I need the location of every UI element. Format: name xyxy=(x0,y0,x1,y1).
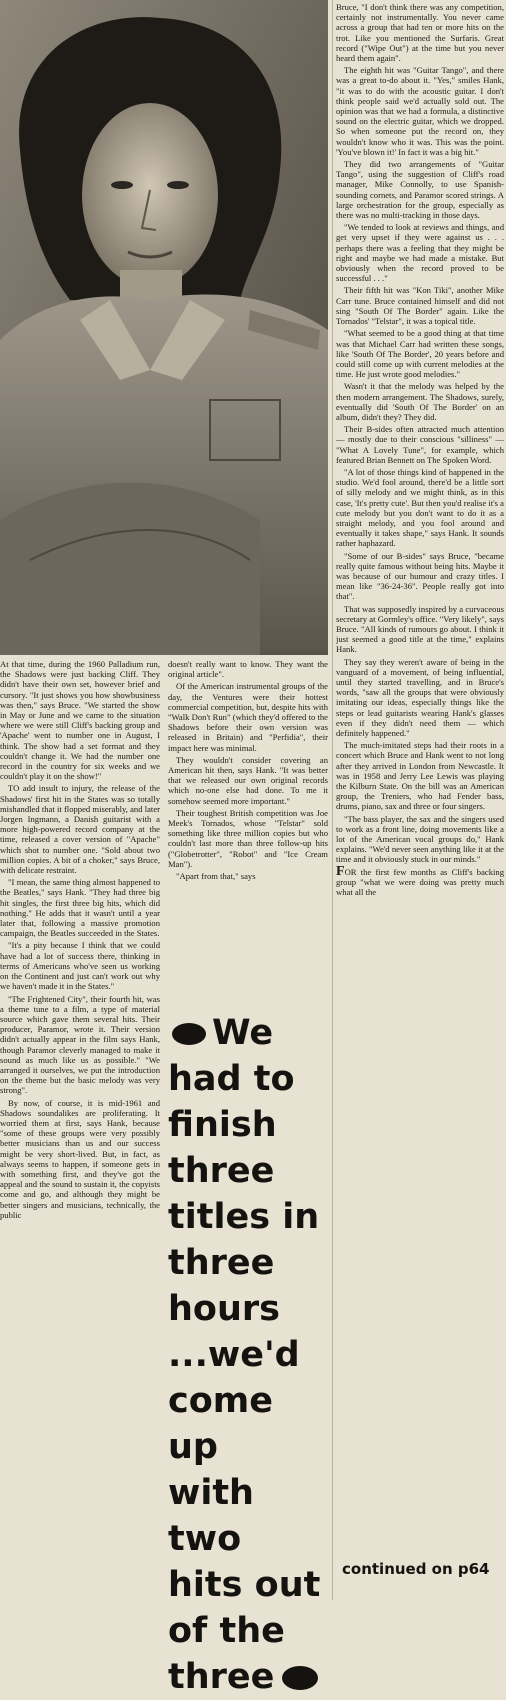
column-rule xyxy=(332,0,333,1600)
pull-quote-line: three xyxy=(168,1657,275,1697)
article-column-3 xyxy=(336,2,504,1512)
pull-quote-line: had to xyxy=(168,1059,295,1099)
paragraph: TO add insult to injury, the release of the Shadows' first hit in the States was so totally mishandled that it flopped miserably, and later Jorgen Ingmann, a Danish guitarist with a more high-powered record company at the time, released a cover version of "Apache" which shot to number one. "Sold about two million copies. A bit of a choker," says Bruce, with delicate restraint. xyxy=(0,783,160,876)
paragraph: "We tended to look at reviews and things, and get very upset if they were against us . . . perhaps there was a feeling that they might be right and maybe we had made a mistake. But obviously when the record proved to be successful . . ." xyxy=(336,222,504,284)
paragraph: "It's a pity because I think that we could have had a lot of success there, thinking in terms of Americans who've seen us working on the Continent and just can't work out why we haven't made it in the States." xyxy=(0,940,160,992)
article-column-2 xyxy=(168,659,328,1009)
paragraph: "The bass player, the sax and the singers used to work as a front line, doing movements like a lot of the American vocal groups do," Hank explains. "We'd never seen anything like it at the time and it obviously stuck in our minds." xyxy=(336,813,504,865)
pull-quote-line: ...we'd xyxy=(168,1335,300,1375)
paragraph: "Apart from that," says xyxy=(176,871,256,882)
pull-quote-line: three xyxy=(168,1243,275,1283)
paragraph: Of the American instrumental groups of the day, the Ventures were their hottest commercial competition, but, despite hits with "Walk Don't Run" (which they'd offered to the Shadows before their own version was released in Britain) and "Perfidia", their impact here was minimal. xyxy=(168,681,328,753)
paragraph: Wasn't it that the melody was helped by the then modern arrangement. The Shadows, surely, eventually did 'South Of The Border' on an album, didn't they? They did. xyxy=(336,381,504,422)
article-column-1 xyxy=(0,659,160,1600)
paragraph: doesn't really want to know. They want the original article". xyxy=(168,659,328,680)
paragraph: "What seemed to be a good thing at that time was that Michael Carr had written these songs, like 'South Of The Border', 20 years before and could still come up with current melodies at the time. He just wrote good melodies." xyxy=(336,328,504,380)
paragraph: They wouldn't consider covering an American hit then, says Hank. "It was better that we released our own original records which no-one else had done. To me it somehow seemed more important." xyxy=(168,754,328,806)
paragraph: They say they weren't aware of being in the vanguard of a movement, of being influential, until they started travelling, and in Bruce's words, "saw all the groups that were obviously imitating our ideas, especially things like the steps or lead guitarists wearing Hank's glasses even if they didn't need them — which definitely happened." xyxy=(336,656,504,739)
paragraph: At that time, during the 1960 Palladium run, the Shadows were just backing Cliff. They didn't have their own set, however brief and cursory. "It just shows you how showbusiness was then," says Bruce. "We started the show in May or June and we came to the situation where we were still Cliff's backing group and 'Apache' went to number one in August, I think. The show had a set format and they couldn't change it. We had the number one record in the country for six weeks and we couldn't play it on the show!" xyxy=(0,659,160,782)
pull-quote-line: of the xyxy=(168,1611,285,1651)
pull-quote-line: come up xyxy=(168,1381,273,1467)
paragraph: The much-imitated steps had their roots in a concert which Bruce and Hank went to not long after they arrived in London from Newcastle. It was in 1958 and Jerry Lee Lewis was playing the Kilburn State. On the bill was an American group, the Treniers, who had Fender bass, drums, piano, sax and three or four singers. xyxy=(336,740,504,812)
paragraph-with-dropcap xyxy=(336,863,504,898)
pull-quote-line: with two xyxy=(168,1473,254,1559)
pull-quote xyxy=(168,1010,330,1697)
pull-quote-line: finish xyxy=(168,1105,277,1145)
pull-quote-line: titles in xyxy=(168,1197,320,1237)
pull-quote-line: three xyxy=(168,1151,275,1191)
portrait-photo xyxy=(0,0,328,655)
paragraph: "A lot of those things kind of happened in the studio. We'd fool around, there'd be a little sort of silly melody and we might think, as in this case, 'It's pretty cute'. But then you'd realise it's a cute melody but you don't want to do it as a straight melody, and you fool around and eventually it takes shape," says Hank. It sounds rather haphazard. xyxy=(336,466,504,549)
paragraph: They did two arrangements of "Guitar Tango", using the suggestion of Cliff's road manager, Mike Connolly, to use Spanish-sounding cornets, and Paramor scored strings. A large orchestration for the group, especially as there was no multi-tracking in those days. xyxy=(336,159,504,221)
pull-quote-line: We xyxy=(212,1013,274,1053)
portrait-photo-image xyxy=(0,0,328,655)
paragraph: "I mean, the same thing almost happened to the Beatles," says Hank. "They had three big hit singles, the first three big hits, which did nothing." He adds that it wasn't until a year later that, following a massive promotion campaign, the Beatles succeeded in the States. xyxy=(0,877,160,939)
paragraph: That was supposedly inspired by a curvaceous secretary at Gormley's office. "Very likely", says Bruce. "All kinds of rumours go about. I think it just seemed a good title at the time," explains Hank. xyxy=(336,603,504,655)
bullet-icon xyxy=(172,1023,206,1045)
paragraph: By now, of course, it is mid-1961 and Shadows soundalikes are proliferating. It worried them at first, says Hank, because "some of these groups were very possibly better musicians than us and our success might be very short-lived. But, in fact, as always seems to happen, if someone gets in with something first, and they've got the appeal and the sound to sustain it, the copyists come and go, and although they might be better singers and musicians, technically, the public xyxy=(0,1097,160,1220)
bullet-icon xyxy=(282,1666,318,1690)
paragraph: Bruce, "I don't think there was any competition, certainly not instrumentally. You never came across a group that had ten or more hits on the trot. Like you mentioned the Surfaris. Great record ("Wipe Out") at the time but you never heard them again". xyxy=(336,2,504,64)
paragraph: "Some of our B-sides" says Bruce, "became really quite famous without being hits. Maybe it was because of our humour and crazy titles. I mean like "36-24-36". People really got into that". xyxy=(336,550,504,602)
pull-quote-line: hours xyxy=(168,1289,280,1329)
pull-quote-line: hits out xyxy=(168,1565,321,1605)
paragraph-text: OR the first few months as Cliff's backing group "what we were doing was pretty much what all the xyxy=(336,866,504,898)
continued-notice: continued on p64 xyxy=(342,1560,490,1578)
paragraph: "The Frightened City", their fourth hit, was a theme tune to a film, a type of material source which gave them several hits. Their producer, Paramor, wrote it. Their version didn't actually appear in the film says Hank, though Paramor cleverly managed to make it sound as much like us as possible." "We arranged it ourselves, we put the introduction on the theme but the basic melody was very strong". xyxy=(0,993,160,1096)
paragraph: Their toughest British competition was Joe Meek's Tornados, whose "Telstar" sold something like three million copies but who couldn't last more than three follow-up hits ("Globetrotter", "Robot" and "Ice Cream Man"). xyxy=(168,807,328,869)
dropcap: F xyxy=(336,863,345,879)
paragraph: Their fifth hit was "Kon Tiki", another Mike Carr tune. Bruce contained himself and did not sing "South Of The Border" again. Like the Tornados' "Telstar", it was a topical title. xyxy=(336,285,504,327)
paragraph: The eighth hit was "Guitar Tango", and there was a great to-do about it. "Yes," smiles Hank, "it was to do with the acoustic guitar. I don't think people said we'd actually sold out. The opinion was that we had a formula, a distinctive sound on the electric guitar, which we dropped. So when someone put the record on, they wouldn't know who it was. This was the point. 'You've blown it!' In fact it was a big hit." xyxy=(336,65,504,157)
paragraph: Their B-sides often attracted much attention — mostly due to their conscious "silliness" — "What A Lovely Tune", for example, which featured Brian Bennett on The Spoken Word. xyxy=(336,424,504,465)
